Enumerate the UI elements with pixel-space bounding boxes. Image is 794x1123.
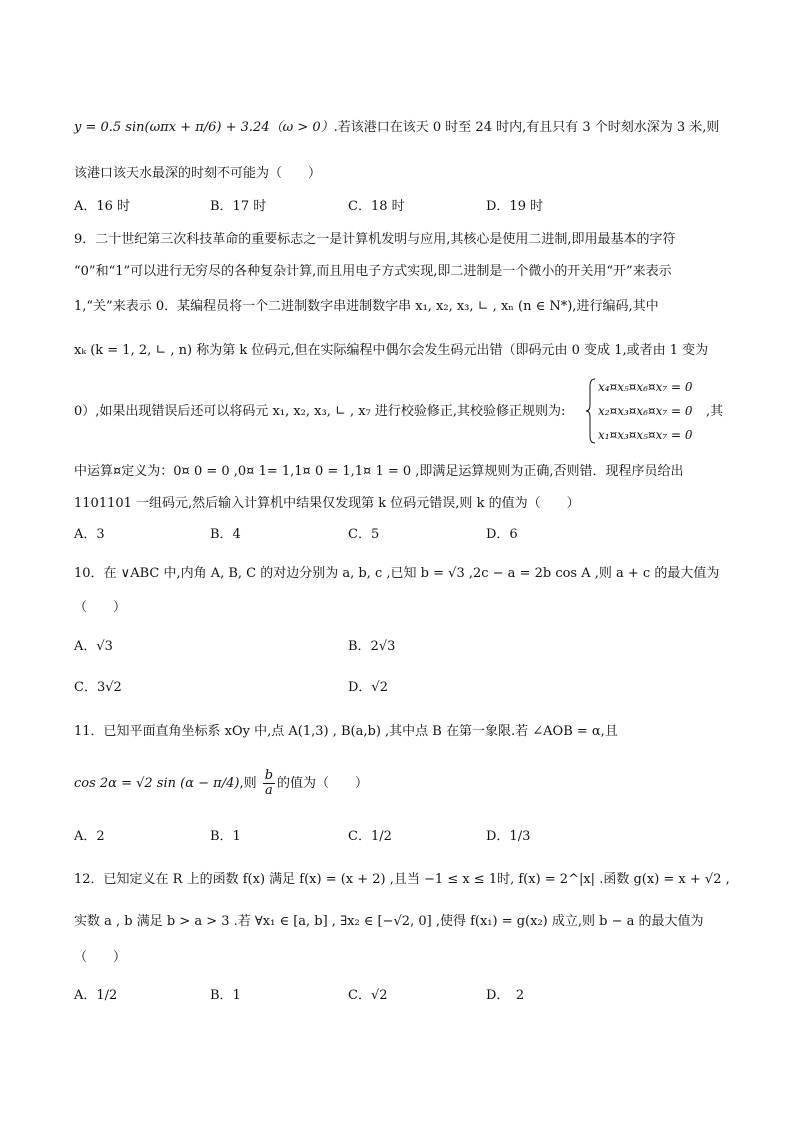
q11-line1: 11．已知平面直角坐标系 xOy 中,点 A(1,3) , B(a,b) ,其中点 B 在第一象限.若 ∠AOB = α,且 — [74, 724, 618, 739]
q8-option-c[interactable]: C．18 时 — [348, 199, 405, 214]
q12-line3: （ ） — [74, 950, 127, 965]
q9-option-b[interactable]: B．4 — [210, 527, 241, 542]
q10-option-a[interactable]: A．√3 — [74, 639, 113, 654]
q11-cos-expr: cos 2α = √2 sin — [74, 776, 177, 791]
q10-option-b[interactable]: B．2√3 — [348, 639, 396, 654]
q9-option-c[interactable]: C．5 — [348, 527, 380, 542]
q8-formula-line — [74, 118, 750, 138]
q8-text-line2: 该港口该天水最深的时刻不可能为（ ） — [74, 166, 322, 181]
q12-option-a[interactable]: A．1/2 — [74, 988, 118, 1003]
q8-option-a[interactable]: A．16 时 — [74, 199, 131, 214]
q11-frac-den: a — [265, 783, 273, 798]
q9-line5: 0）,如果出现错误后还可以将码元 x₁, x₂, x₃, ∟ , x₇ 进行校验修正,其校验修正规则为: — [74, 404, 566, 419]
q9-option-d[interactable]: D．6 — [486, 527, 518, 542]
q11-sin-arg: (α − π/4) — [180, 776, 240, 791]
q10-option-d[interactable]: D．√2 — [348, 680, 388, 695]
q9-line5-end: ,其 — [706, 404, 724, 419]
q9-system-eq1: x₄¤x₅¤x₆¤x₇ = 0 — [598, 380, 693, 394]
q11-line2-post: 的值为（ ） — [277, 776, 369, 791]
q12-option-c[interactable]: C．√2 — [348, 988, 388, 1003]
left-brace-icon — [586, 378, 596, 444]
q9-system-eq3: x₁¤x₃¤x₅¤x₇ = 0 — [598, 428, 693, 442]
q9-line6: 中运算¤定义为：0¤ 0 = 0 ,0¤ 1= 1,1¤ 0 = 1,1¤ 1 = 0 ,即满足运算规则为正确,否则错．现程序员给出 — [74, 464, 684, 479]
q9-system-eq2: x₂¤x₃¤x₆¤x₇ = 0 — [598, 404, 693, 418]
q8-text-line1: .若该港口在该天 0 时至 24 时内,有且只有 3 个时刻水深为 3 米,则 — [333, 120, 720, 135]
q11-option-a[interactable]: A．2 — [74, 829, 105, 844]
q9-option-a[interactable]: A．3 — [74, 527, 105, 542]
q11-option-d[interactable]: D．1/3 — [486, 829, 531, 844]
q11-frac-num: b — [264, 768, 274, 783]
q9-line3: 1,“关”来表示 0．某编程员将一个二进制数字串进制数字串 x₁, x₂, x₃, ∟ , xₙ (n ∈ N*),进行编码,其中 — [74, 299, 659, 314]
q10-line1: 10．在 ∨ABC 中,内角 A, B, C 的对边分别为 a, b, c ,已知 b = √3 ,2c − a = 2b cos A ,则 a + c 的最大值为 — [74, 566, 720, 581]
q11-line2 — [74, 768, 750, 800]
q12-line1: 12．已知定义在 R 上的函数 f(x) 满足 f(x) = (x + 2) ,且当 −1 ≤ x ≤ 1时, f(x) = 2^|x| .函数 g(x) = x + √2 , — [74, 872, 730, 887]
q11-then: ,则 — [239, 776, 257, 791]
q8-option-d[interactable]: D．19 时 — [486, 199, 544, 214]
q9-line2: “0”和“1”可以进行无穷尽的各种复杂计算,而且用电子方式实现,即二进制是一个微小的开关用“开”来表示 — [74, 264, 672, 279]
q9-line4: xₖ (k = 1, 2, ∟ , n) 称为第 k 位码元,但在实际编程中偶尔会发生码元出错（即码元由 0 变成 1,或者由 1 变为 — [74, 343, 709, 358]
q12-option-b[interactable]: B．1 — [210, 988, 241, 1003]
q11-option-b[interactable]: B．1 — [210, 829, 241, 844]
q10-line2: （ ） — [74, 600, 127, 615]
q8-formula: y = 0.5 sin(ωπx + π/6) + 3.24（ω > 0） — [74, 120, 334, 135]
q9-line1: 9．二十世纪第三次科技革命的重要标志之一是计算机发明与应用,其核心是使用二进制,即用最基本的字符 — [74, 232, 676, 247]
q11-fraction — [263, 769, 275, 798]
q10-option-c[interactable]: C．3√2 — [74, 680, 122, 695]
q8-option-b[interactable]: B．17 时 — [210, 199, 267, 214]
q12-line2: 实数 a , b 满足 b > a > 3 .若 ∀x₁ ∈ [a, b] , ∃x₂ ∈ [−√2, 0] ,使得 f(x₁) = g(x₂) 成立,则 b − a 的最大值为 — [74, 914, 704, 929]
q12-option-d[interactable]: D． 2 — [486, 988, 525, 1003]
q11-option-c[interactable]: C．1/2 — [348, 829, 392, 844]
q9-line7: 1101101 一组码元,然后输入计算机中结果仅发现第 k 位码元错误,则 k 的值为（ ） — [74, 496, 580, 511]
